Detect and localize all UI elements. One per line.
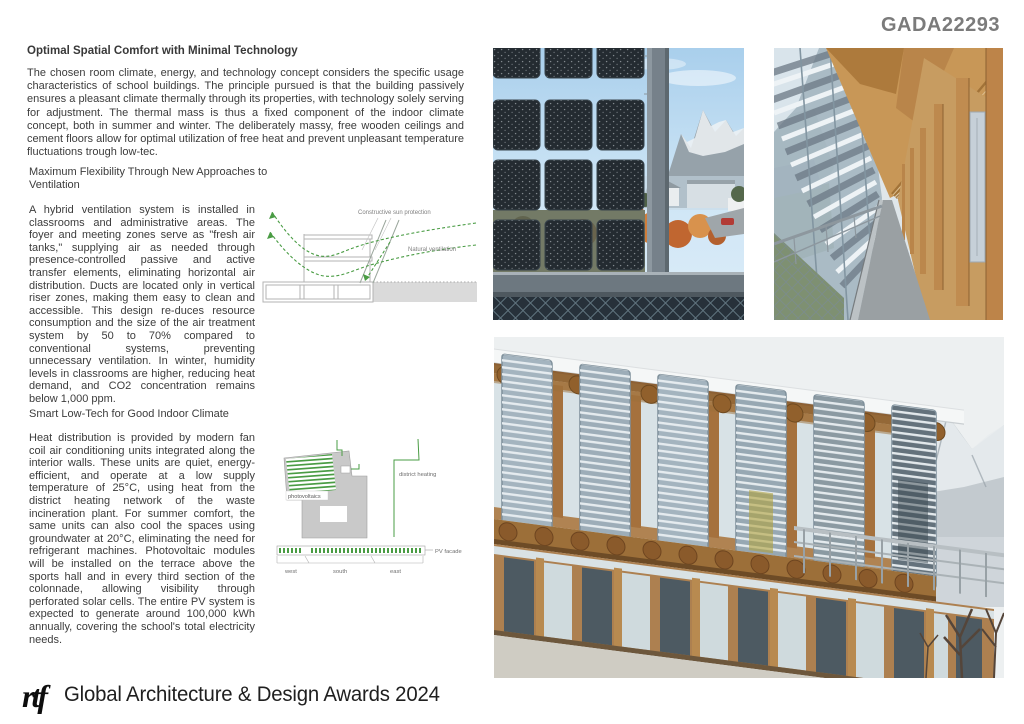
airflow-arrowheads [267, 212, 370, 281]
plan-courtyard [320, 506, 347, 522]
photo-building-exterior [494, 337, 1004, 678]
sun-protection-louvers [360, 220, 399, 283]
label-natural-ventilation: Natural ventilation [408, 247, 457, 253]
label-pv-facade: PV facade [435, 549, 462, 555]
intro-paragraph: The chosen room climate, energy, and technology concept considers the specific usage characteristics of school buildings. The principle pursued is that the building passively ensures a pleasant climate thermally through its properties, with technology solely serving for adjustment. The thermal mass is thus a fixed component of the indoor climate concept, both in summer and winter. The deliberately massy, free wooden ceilings and cement floors allow for optimal utilization of free heat and prevent unpleasant temperature fluctuations trough low-tec. [27, 67, 464, 159]
submission-code: GADA22293 [880, 14, 1000, 36]
ventilation-section-diagram [258, 190, 480, 324]
leader-lines [362, 218, 391, 250]
label-sun-protection: Constructive sun protection [358, 210, 431, 216]
building-floors [304, 234, 372, 282]
photo-colonnade-walkway [774, 48, 1003, 320]
label-west: west [285, 569, 297, 575]
pv-facade-strip [277, 546, 433, 555]
red-car [721, 218, 734, 225]
label-east: east [390, 569, 401, 575]
ground-block [373, 282, 477, 302]
label-south: south [333, 569, 348, 575]
plan-connection-box [341, 466, 350, 473]
concrete-rail [493, 272, 744, 297]
pv-site-plan-diagram [275, 428, 480, 582]
photo-pv-facade-closeup [493, 48, 744, 320]
footer-award-title: Global Architecture & Design Awards 2024 [64, 683, 440, 706]
pv-roof-hatch [285, 452, 339, 497]
footer [0, 672, 1024, 724]
label-district-heating: district heating [399, 472, 437, 478]
rtf-logo: rtf [22, 678, 45, 714]
page-title: Optimal Spatial Comfort with Minimal Technology [27, 45, 298, 57]
label-photovoltaics: photovoltaics [288, 494, 321, 500]
building-base [263, 282, 373, 302]
section-body-lowtech: Heat distribution is provided by modern fan coil air conditioning units integrated along the interior walls. These units are quiet, energy-efficient, and operate at a low supply temperature of 25°C, using heat from the district heating network of the waste incineration plant. For summer comfort, the same units can also cool the spaces using groundwater at 20°C, eliminating the need for refrigerant machines. Photovoltaic modules will be installed on the terrace above the sports hall and in every third section of the colonnade, allowing visibility through perforated solar cells. The entire PV system is expected to generate around 100,000 kWh annually, covering the school's total electricity needs. [29, 432, 255, 646]
section-title-ventilation: Maximum Flexibility Through New Approaches to Ventilation [29, 166, 268, 191]
section-body-ventilation: A hybrid ventilation system is installed in classrooms and administrative areas. The foyer and meeting zones serve as "fresh air tanks," supplying air as needed through presence-controlled passive and active transfer elements, eliminating horizontal air distribution. Ducts are located only in vertical riser zones, making them easy to clean and accessible. This design re-duces resource consumption and the size of the air treatment system by 50 to 70% compared to conventional systems, preventing unnecessary ventilation. In winter, humidity levels in classrooms are higher, reducing heat demand, and CO2 concentration remains below 1,000 ppm. [29, 204, 255, 405]
orientation-bracket [277, 556, 423, 563]
section-title-lowtech: Smart Low-Tech for Good Indoor Climate [29, 408, 229, 420]
